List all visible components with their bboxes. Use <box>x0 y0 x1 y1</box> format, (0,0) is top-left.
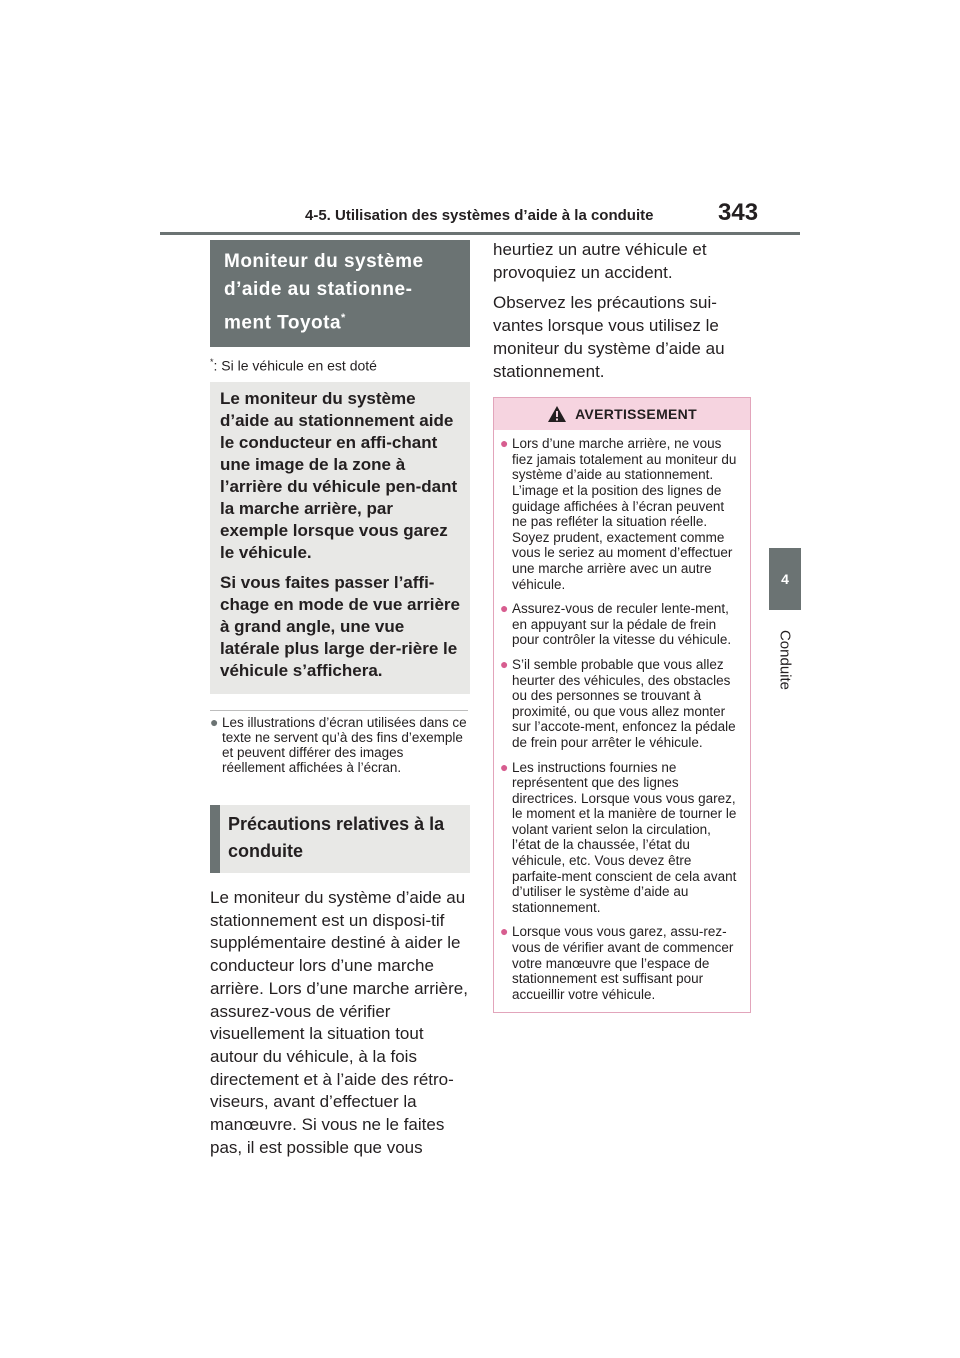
warning-title: AVERTISSEMENT <box>575 406 697 423</box>
bullet-icon: ● <box>500 758 509 775</box>
footnote-asterisk: * <box>210 357 214 368</box>
bullet-icon: ● <box>500 923 509 940</box>
continued-text <box>493 239 751 383</box>
main-heading <box>210 240 470 347</box>
warning-box <box>493 397 751 1013</box>
screen-illustration-note <box>210 715 470 775</box>
warning-item-text: Lors d’une marche arrière, ne vous fiez jamais totalement au moniteur du système d’aide au stationnement. L’image et la position des lignes de guidage affichées à l’écran peuvent ne pas refléter la situation réelle. Soyez prudent, exactement comme vous le seriez au moment d’effectuer une marche arrière avec un autre véhicule. <box>512 436 737 592</box>
continued-paragraph: heurtiez un autre véhicule et provoquiez un accident. <box>493 240 707 282</box>
warning-item <box>500 436 740 592</box>
warning-item <box>500 601 740 648</box>
warning-item-text: Lorsque vous vous garez, assu-rez-vous de vérifier avant de commencer votre manœuvre que l’espace de stationnement est suffisant pour accueillir votre véhicule. <box>512 924 734 1002</box>
bullet-icon: ● <box>500 600 509 617</box>
section-title: 4-5. Utilisation des systèmes d’aide à la conduite <box>305 207 654 224</box>
header-rule <box>160 232 800 235</box>
chapter-tab[interactable] <box>769 548 801 610</box>
heading-asterisk: * <box>341 312 346 324</box>
summary-box <box>210 382 470 694</box>
left-column <box>210 240 470 1159</box>
warning-triangle-icon <box>547 405 567 423</box>
bullet-icon: ● <box>500 435 509 452</box>
warning-item <box>500 657 740 751</box>
note-divider <box>210 710 468 711</box>
warning-item-text: Les instructions fournies ne représentent que des lignes directrices. Lorsque vous vous garez, le moment et la manière de tourner le volant varient selon la circulation, l’état de la chaussée, l’état du véhicule, etc. Vous devez être parfaite-ment conscient de cela avant d’utiliser le système d’aide au stationnement. <box>512 759 737 915</box>
warning-item-text: Assurez-vous de reculer lente-ment, en appuyant sur la pédale de frein pour contrôler la vitesse du véhicule. <box>512 601 732 648</box>
precautions-intro: Observez les précautions sui-vantes lorsque vous utilisez le moniteur du système d’aide au stationnement. <box>493 293 725 381</box>
warning-item <box>500 924 740 1002</box>
warning-header <box>494 398 750 430</box>
warning-item <box>500 760 740 916</box>
chapter-number: 4 <box>781 571 789 587</box>
summary-paragraph-1: Le moniteur du système d’aide au stationnement aide le conducteur en affi-chant une image de la zone à l’arrière du véhicule pen-dant la marche arrière, par exemple lorsque vous garez le véhicule. <box>220 388 458 562</box>
right-column <box>493 239 751 1013</box>
chapter-label: Conduite <box>776 629 794 691</box>
page-number: 343 <box>718 199 759 226</box>
warning-list <box>494 430 750 1012</box>
bullet-icon: ● <box>500 655 509 672</box>
availability-footnote <box>210 357 470 374</box>
body-paragraph: Le moniteur du système d’aide au stationnement est un disposi-tif supplémentaire destiné à aider le conducteur lors d’une marche arrière. Lors d’une marche arrière, assurez-vous de vérifier visuellement la situation tout autour du véhicule, à la fois directement et à l’aide des rétro-viseurs, avant d’effectuer la manœuvre. Si vous ne le faites pas, il est possible que vous <box>210 887 468 1157</box>
section-heading-precautions: Précautions relatives à la conduite <box>210 805 470 873</box>
summary-paragraph-2: Si vous faites passer l’affi-chage en mode de vue arrière à grand angle, une vue latérale plus large der-rière le véhicule s’affichera. <box>220 572 460 680</box>
note-text: Les illustrations d’écran utilisées dans ce texte ne servent qu’à des fins d’exemple et peuvent différer des images réellement affichées à l’écran. <box>222 714 467 775</box>
bullet-icon: ● <box>210 713 219 730</box>
warning-item-text: S’il semble probable que vous allez heurter des véhicules, des obstacles ou des personnes se trouvant à proximité, ou que vous allez monter sur l’accote-ment, enfoncez la pédale de frein pour arrêter le véhicule. <box>512 656 736 750</box>
main-heading-text: Moniteur du système d’aide au stationne-ment Toyota <box>224 251 424 334</box>
footnote-text: : Si le véhicule en est doté <box>213 357 377 374</box>
